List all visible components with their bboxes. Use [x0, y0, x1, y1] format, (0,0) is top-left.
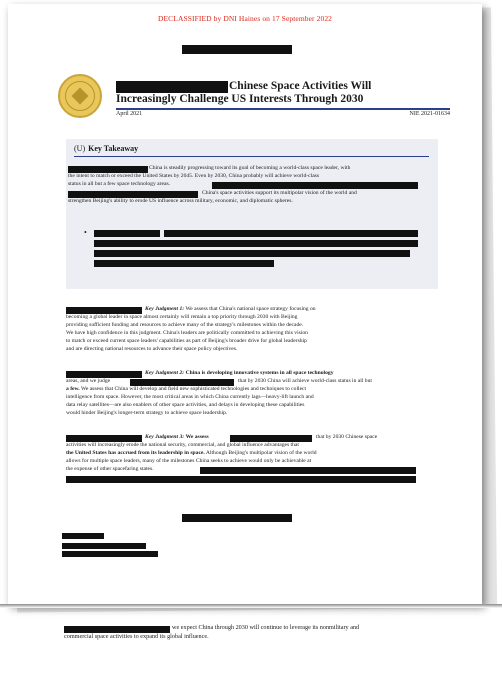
kj2-line-2-tail: that by 2030 China will achieve world-class status in all but [238, 378, 372, 384]
below-line-2: commercial space activities to expand its global influence. [64, 632, 209, 640]
kj3-line-4: allows for multiple space leaders, many of the milestones China seeks to achieve would only be achievable at [66, 458, 312, 464]
redaction-kt-1 [68, 166, 148, 173]
kj3-line-3-text: Although Beijing's multipolar vision of the world [205, 450, 317, 456]
kj2-line-2-head: areas, and we judge [66, 378, 111, 384]
redaction-footer-3 [62, 551, 158, 557]
title-rule [116, 108, 450, 110]
kt-line-4: China's space activities support its multipolar vision of the world and [202, 190, 357, 196]
key-takeaway-heading: Key Takeaway [88, 144, 139, 153]
kj1-line-6: and are directing national resources to advance their space policy objectives. [66, 346, 238, 352]
redaction-header [182, 45, 292, 54]
kt-line-2: the intent to match or exceed the United States by 2045. Even by 2030, China probably will achieve world-class [68, 173, 320, 179]
redaction-bullet-1 [94, 230, 160, 237]
kj2-line-5: data relay satellites—are also enablers of other space activities, and delays in developing these capabilities [66, 402, 305, 408]
below-fold-text [64, 624, 424, 641]
document-date: April 2021 [116, 111, 143, 117]
redaction-kj3-2 [230, 435, 312, 442]
kj2-label: Key Judgment 2: [145, 370, 185, 376]
kj2-line-6: would hinder Beijing's longer-term strategy to achieve space leadership. [66, 410, 228, 416]
kj1-line-3: providing sufficient funding and resources to achieve many of the strategy's milestones within the decade. [66, 322, 304, 328]
kj2-line-1-text: China is developing innovative systems in all space technology [185, 370, 334, 376]
kj3-label: Key Judgment 3: [145, 434, 185, 440]
kj2-line-3-text: We assess that China will develop and field new sophisticated technologies and techniques to collect [80, 386, 307, 392]
kj3-line-3 [66, 450, 317, 457]
kt-line-5: strengthen Beijing's ability to erode US influence across military, economic, and diplomatic spheres. [68, 198, 293, 204]
kt-line-1: China is steadily progressing toward its goal of becoming a world-class space leader, with [149, 165, 351, 171]
dni-seal-icon [58, 74, 102, 118]
redaction-bullet-4 [94, 250, 410, 257]
kj3-line-1-tail: that by 2030 Chinese space [316, 434, 378, 440]
kj3-line-5: the expense of other spacefaring states. [66, 466, 154, 472]
redaction-bullet-5 [94, 260, 274, 267]
redaction-bullet-2 [164, 230, 418, 237]
kj3-line-3-bold: the United States has accrued from its leadership in space. [66, 450, 205, 456]
declassified-stamp: DECLASSIFIED by DNI Haines on 17 September 2022 [157, 14, 333, 23]
redaction-kt-2 [212, 182, 418, 189]
redaction-footer-1 [62, 533, 104, 539]
kj3-line-1-head: We assess [185, 434, 209, 440]
kj1-line-5: to match or exceed current space leaders' capabilities as part of Beijing's broader drive for global leadership [66, 338, 307, 344]
redaction-bullet-3 [94, 240, 418, 247]
title-line-1: Chinese Space Activities Will [229, 80, 372, 92]
page-fold [0, 604, 502, 608]
kj2-line-4: intelligence from space. However, the most critical areas in which China currently lags—heavy-lift launch and [66, 394, 314, 400]
redaction-kt-3 [68, 191, 198, 198]
redaction-kj3-4 [66, 476, 416, 483]
document-page [8, 4, 482, 604]
key-takeaway-rule [74, 156, 429, 157]
kj1-line-1 [145, 306, 316, 313]
redaction-title [116, 81, 228, 93]
redaction-footer-center [182, 514, 292, 522]
kj1-label: Key Judgment 1: [145, 306, 185, 312]
kj1-line-2: becoming a global leader in space almost certainly will remain a top priority through 2030 with Beijing [66, 314, 298, 320]
kj2-line-3-head: a few. [66, 386, 80, 392]
redaction-footer-2 [62, 543, 146, 549]
redaction-kj1 [66, 307, 142, 314]
redaction-kj2-1 [66, 371, 142, 378]
title-line-2: Increasingly Challenge US Interests Through 2030 [116, 93, 364, 105]
kt-line-3: status in all but a few space technology areas. [68, 181, 171, 187]
kj1-line-1-text: We assess that China's national space strategy focusing on [185, 306, 316, 312]
document-number: NIE 2021-01634 [409, 111, 450, 117]
redaction-kj3-3 [200, 467, 416, 474]
kj3-line-1 [145, 434, 209, 441]
bullet-icon: • [84, 228, 87, 237]
redaction-kj3-1 [66, 435, 142, 442]
classification-marker: (U) [74, 144, 86, 153]
below-line-1: we expect China through 2030 will continue to leverage its nonmilitary and [172, 624, 360, 631]
key-takeaway-title [74, 144, 138, 153]
kj2-line-3 [66, 386, 306, 393]
redaction-kj2-2 [130, 379, 234, 386]
kj3-line-2: activities will increasingly erode the national security, commercial, and global influence advantages that [66, 442, 299, 448]
kj1-line-4: We have high confidence in this judgment. China's leaders are politically committed to achieving this vision [66, 330, 308, 336]
kj2-line-1 [145, 370, 334, 377]
